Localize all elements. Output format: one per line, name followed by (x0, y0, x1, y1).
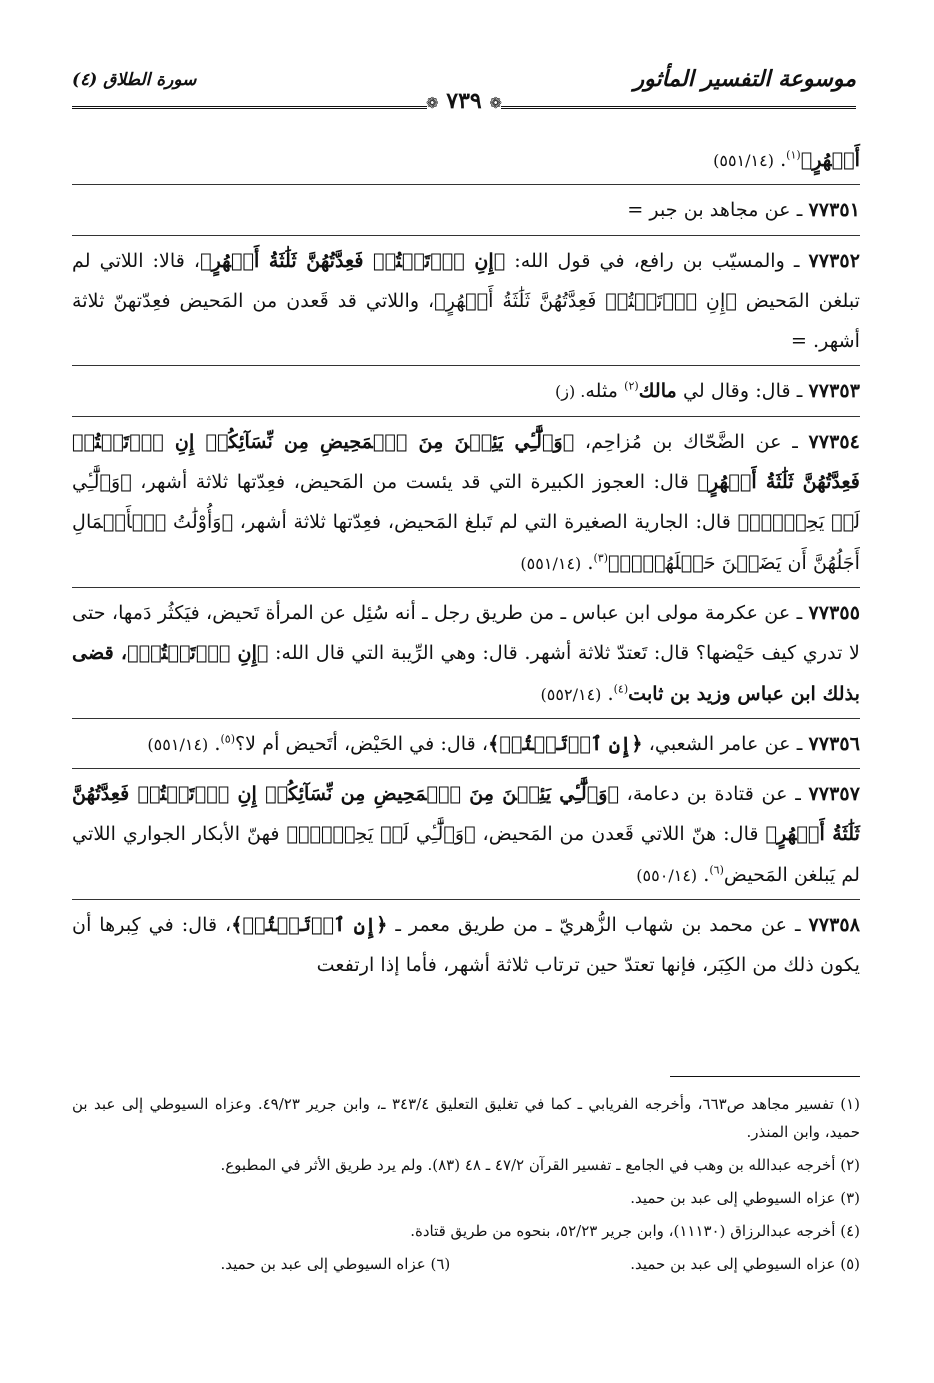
header-rule (72, 106, 427, 109)
footnote-row (72, 1250, 860, 1278)
quran-quote: ﴿إِنِ ٱرۡتَبۡتُمۡ﴾ (488, 731, 643, 755)
entry-divider (72, 718, 860, 719)
footnote: (٤) أخرجه عبدالرزاق (١١١٣٠)، وابن جرير ٥٢/٢٣، بنحوه من طريق قتادة. (410, 1222, 860, 1240)
footnote: (٥) عزاه السيوطي إلى عبد بن حميد. (630, 1255, 860, 1273)
narration-number: ٧٧٣٥٨ (808, 913, 860, 937)
narration-number: ٧٧٣٥٤ (808, 429, 860, 453)
narration-text: ـ عن عكرمة مولى ابن عباس ـ من طريق رجل ـ أنه سُئِل عن المرأة تَحيض، فيَكثُر دَمها، حتى لا تدري كيف حَيْضها؟ قال: تَعتدّ ثلاثة أشهر. قال: وهي الرِّيبة التي قال الله: (72, 600, 860, 665)
narration-text: قال: العجوز الكبيرة التي قد يئست من المَحيض، فعِدّتها ثلاثة أشهر، ﴿وَٱلَّٰٓـِٔي لَمۡ يَحِضۡنَۚ﴾ قال: الجارية الصغيرة التي لم تَبلغ المَحيض، فعِدّتها ثلاثة أشهر، ﴿وَأُوْلَٰتُ ٱلۡأَحۡمَالِ أَجَلُهُنَّ أَن يَضَعۡنَ حَمۡلَهُنَّۚ﴾ (72, 470, 860, 574)
narrator-name: مالك (638, 379, 677, 403)
entry-divider (72, 184, 860, 185)
narration-entry (72, 593, 860, 718)
narration-text: ـ عن قتادة بن دعامة، (619, 782, 801, 806)
page-number-block (426, 88, 502, 114)
running-header (72, 66, 856, 116)
narration-text: . (581, 550, 594, 574)
entry-divider (72, 768, 860, 769)
narration-text: ، قضى بذلك ابن عباس وزيد بن ثابت (72, 641, 860, 705)
footnote: (٦) عزاه السيوطي إلى عبد بن حميد. (220, 1255, 451, 1273)
footnote-marker: (٢) (624, 380, 639, 394)
narration-entry (72, 140, 860, 184)
narration-entry (72, 774, 860, 899)
main-text (72, 140, 860, 990)
narration-text: ـ عن مجاهد بن جبر = (627, 198, 803, 222)
narration-number: ٧٧٣٥٧ (808, 782, 860, 806)
narration-text: ، قالا: اللاتي لم تبلغن المَحيض ﴿إِنِ ٱرۡتَبۡتُمۡ فَعِدَّتُهُنَّ ثَلَٰثَةُ أَشۡهُرٍ﴾، واللاتي قد قَعدن من المَحيض فعِدّتهنّ ثلاثة أشهر. = (72, 248, 860, 353)
quran-quote: ﴿وَٱلَّٰٓـِٔي يَئِسۡنَ مِنَ ٱلۡمَحِيضِ مِن نِّسَآئِكُمۡ إِنِ ٱرۡتَبۡتُمۡ فَعِدَّتُهُنَّ ثَلَٰثَةُ أَشۡهُرٍ﴾ (72, 429, 860, 494)
narration-text: قال: هنّ اللاتي قَعدن من المَحيض، ﴿وَٱلَّٰٓـِٔي لَمۡ يَحِضۡنَۚ﴾ فهنّ الأبكار الجواري اللاتي لم يَبلغن المَحيض (72, 822, 860, 886)
quran-quote: ﴿وَٱلَّٰٓـِٔي يَئِسۡنَ مِنَ ٱلۡمَحِيضِ مِن نِّسَآئِكُمۡ إِنِ ٱرۡتَبۡتُمۡ فَعِدَّتُهُنَّ ثَلَٰثَةُ أَشۡهُرٍ﴾ (72, 782, 860, 846)
quran-quote: ﴿إِنِ ٱرۡتَبۡتُمۡ﴾ (231, 913, 388, 937)
narration-text: . (773, 148, 787, 171)
narration-text: ـ قال: وقال لي (676, 379, 803, 403)
entry-divider (72, 365, 860, 366)
narration-text: ، قال: في كِبرها أن يكون ذلك من الكِبَر، فإنها تعتدّ حين ترتاب ثلاثة أشهر، فأما إذا ارتفعت (72, 913, 860, 977)
narration-text: ـ والمسيّب بن رافع، في قول الله: (505, 248, 800, 272)
footnote-marker: (١) (786, 148, 801, 162)
narration-entry (72, 371, 860, 415)
footnote: (١) تفسير مجاهد ص٦٦٣، وأخرجه الفريابي ـ كما في تغليق التعليق ٣٤٣/٤ ـ، وابن جرير ٤٩/٢٣. وعزاه السيوطي إلى عبد بن حميد، وابن المنذر. (72, 1095, 861, 1141)
volume-reference: . (ز) (554, 382, 586, 402)
narration-number: ٧٧٣٥٢ (808, 248, 860, 272)
narration-number: ٧٧٣٥٦ (808, 731, 860, 755)
narration-text: . (601, 681, 614, 705)
narration-entry (72, 724, 860, 768)
footnote-separator (670, 1076, 860, 1077)
volume-reference: (٥٥١/١٤) (520, 553, 582, 573)
volume-reference: (٥٥٢/١٤) (540, 684, 602, 704)
footnote-marker: (٤) (613, 682, 629, 696)
entry-divider (72, 416, 860, 417)
quran-quote: ﴿إِنِ ٱرۡتَبۡتُمۡ فَعِدَّتُهُنَّ ثَلَٰثَةُ أَشۡهُرٍ﴾ (200, 248, 506, 272)
footnote-marker: (٣) (593, 551, 608, 565)
narration-text: . (697, 862, 710, 886)
page-number: ٧٣٩ (446, 88, 482, 114)
footnotes (72, 1090, 860, 1278)
narration-entry (72, 190, 860, 234)
entry-divider (72, 899, 860, 900)
header-rule (501, 106, 856, 109)
narration-text: ـ عن محمد بن شهاب الزُّهريّ ـ من طريق معمر ـ (387, 913, 801, 937)
quran-quote: ﴿إِنِ ٱرۡتَبۡتُمۡ﴾ (127, 641, 269, 665)
narration-entry (72, 905, 860, 990)
volume-reference: (٥٥١/١٤) (147, 734, 209, 754)
narration-number: ٧٧٣٥١ (808, 198, 860, 222)
narration-text: . (208, 731, 221, 755)
quran-quote: أَشۡهُرٍ﴾ (800, 148, 860, 171)
volume-reference: (٥٥١/١٤) (713, 151, 774, 170)
footnote: (٣) عزاه السيوطي إلى عبد بن حميد. (630, 1189, 860, 1207)
book-title: موسوعة التفسير المأثور (633, 66, 856, 92)
surah-name: سورة الطلاق (٤) (72, 70, 197, 90)
ornament-icon: ❁ (489, 94, 502, 112)
narration-text: مثله (585, 379, 625, 403)
narration-text: ـ عن الضَّحّاك بن مُزاحِم، (574, 429, 798, 453)
narration-entry (72, 241, 860, 366)
entry-divider (72, 235, 860, 236)
narration-number: ٧٧٣٥٥ (808, 600, 860, 624)
footnote-marker: (٦) (709, 863, 724, 877)
narration-entry (72, 422, 860, 587)
ornament-icon: ❁ (426, 94, 439, 112)
entry-divider (72, 587, 860, 588)
narration-text: ـ عن عامر الشعبي، (642, 731, 803, 755)
footnote: (٢) أخرجه عبدالله بن وهب في الجامع ـ تفسير القرآن ٤٧/٢ ـ ٤٨ (٨٣). ولم يرد طريق الأثر في المطبوع. (220, 1156, 860, 1174)
footnote-marker: (٥) (220, 732, 235, 746)
volume-reference: (٥٥٠/١٤) (636, 865, 698, 885)
narration-text: ، قال: في الحَيْض، أتَحيض أم لا؟ (235, 731, 489, 755)
narration-number: ٧٧٣٥٣ (808, 379, 860, 403)
